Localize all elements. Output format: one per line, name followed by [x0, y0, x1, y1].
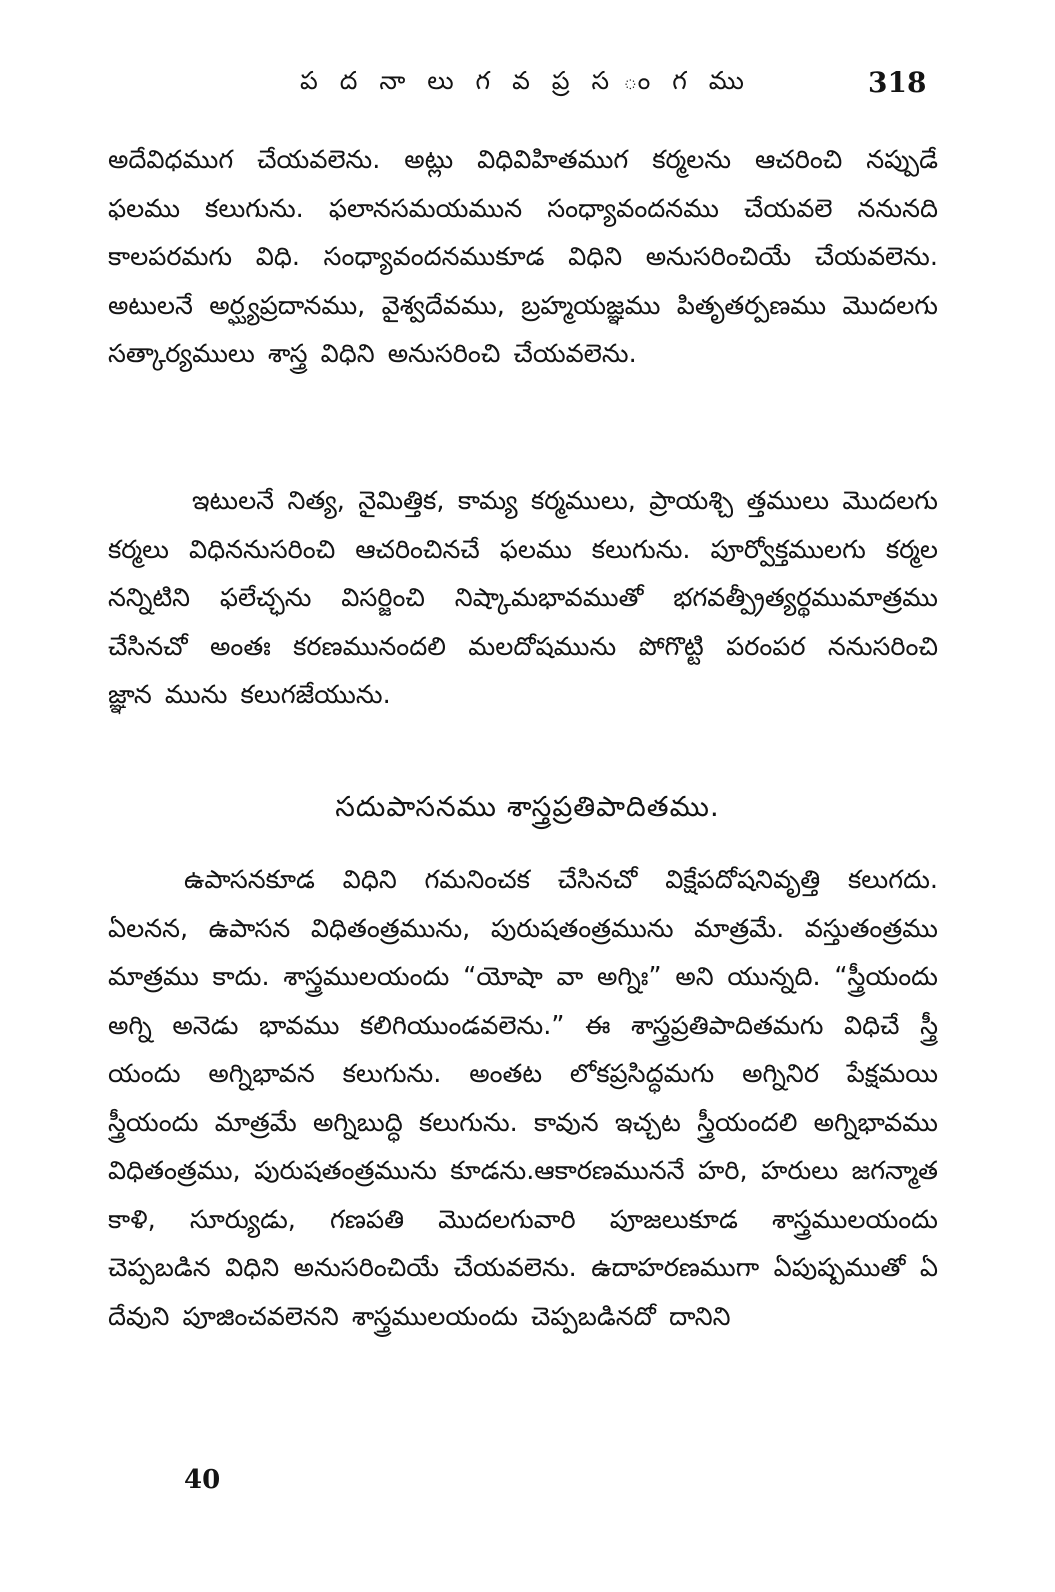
section-heading: సదుపాసనము శాస్త్రప్రతిపాదితము.	[335, 790, 720, 823]
paragraph-2: ఇటులనే నిత్య, నైమిత్తిక, కామ్య కర్మములు, ప్రాయశ్చి త్తములు మొదలగు కర్మలు విధిననుసరించి ఆచరించినచే ఫలము కలుగును. పూర్వోక్తములగు కర్మల నన్నిటిని ఫలేచ్ఛను విసర్జించి నిష్కామభావముతో భగవత్ప్రీత్యర్థముమాత్రము చేసినచో అంతః కరణమునందలి మలదోషమును పోగొట్టి పరంపర ననుసరించి జ్ఞాన మును కలుగజేయును.	[108, 486, 938, 710]
paragraph-3: ఉపాసనకూడ విధిని గమనించక చేసినచో విక్షేపదోషనివృత్తి కలుగదు. ఏలనన, ఉపాసన విధితంత్రమును, పురుషతంత్రమును మాత్రమే. వస్తుతంత్రము మాత్రము కాదు. శాస్త్రములయందు “యోషా వా అగ్నిః” అని యున్నది. “స్త్రీయందు అగ్ని అనెడు భావము కలిగియుండవలెను.” ఈ శాస్త్రప్రతిపాదితమగు విధిచే స్త్రీ యందు అగ్నిభావన కలుగును. అంతట లోకప్రసిద్ధమగు అగ్నినిర పేక్షమయి స్త్రీయందు మాత్రమే అగ్నిబుద్ధి కలుగును. కావున ఇచ్చట స్త్రీయందలి అగ్నిభావము విధితంత్రము, పురుషతంత్రమును కూడను.ఆకారణముననే హరి, హరులు జగన్మాత కాళి, సూర్యుడు, గణపతి మొదలగువారి పూజలుకూడ శాస్త్రములయందు చెప్పబడిన విధిని అనుసరించియే చేయవలెను. ఉదాహరణముగా ఏపుష్పముతో ఏ దేవుని పూజించవలెనని శాస్త్రములయందు చెప్పబడినదో దానిని	[108, 865, 938, 1332]
signature-mark: 40	[184, 1465, 221, 1495]
paragraph-1: అదేవిధముగ చేయవలెను. అట్లు విధివిహితముగ కర్మలను ఆచరించి నప్పుడే ఫలము కలుగును. ఫలానసమయమున సంధ్యావందనము చేయవలె ననునది కాలపరమగు విధి. సంధ్యావందనముకూడ విధిని అనుసరించియే చేయవలెను. అటులనే అర్ఘ్యప్రదానము, వైశ్వదేవము, బ్రహ్మయజ్ఞము పితృతర్పణము మొదలగు సత్కార్యములు శాస్త్ర విధిని అనుసరించి చేయవలెను.	[108, 145, 938, 369]
running-head: ప ద నా లు గ వ ప్ర స ం గ ము	[300, 66, 751, 95]
page-number: 318	[868, 66, 927, 99]
